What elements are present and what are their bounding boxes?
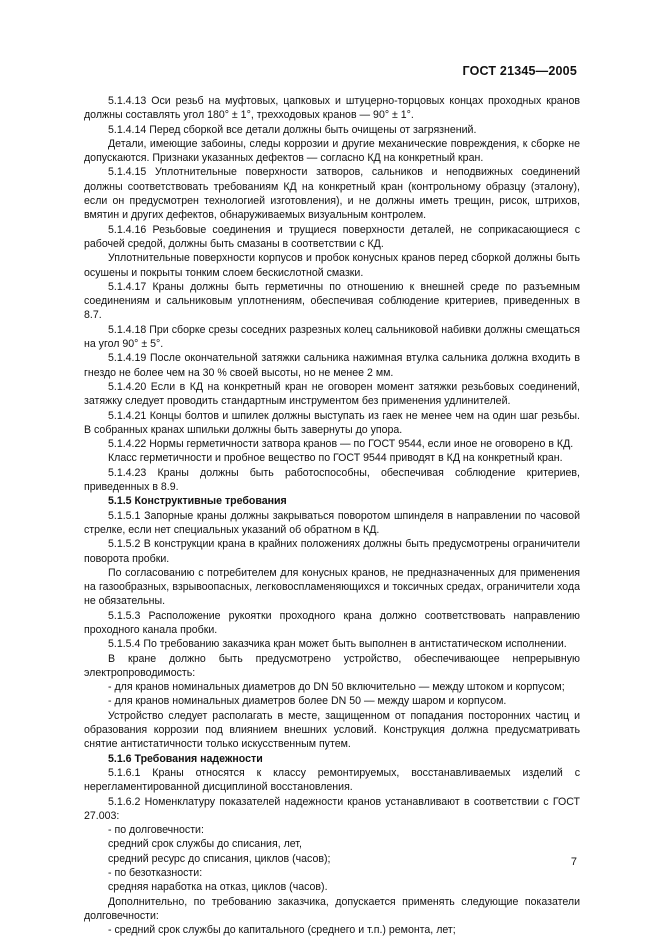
list-item: средняя наработка на отказ, циклов (часов). (108, 881, 328, 894)
paragraph: 5.1.4.18 При сборке срезы соседних разрезных колец сальниковой набивки должны смещаться на угол 90° ± 5°. (84, 323, 580, 351)
paragraph: 5.1.4.23 Краны должны быть работоспособны, обеспечивая соблюдение критериев, приведенных в 8.9. (84, 466, 580, 494)
list-item: - средний срок службы до капитального (среднего и т.п.) ремонта, лет; (108, 924, 456, 937)
paragraph: 5.1.4.22 Нормы герметичности затвора кранов — по ГОСТ 9544, если иное не оговорено в КД. (108, 438, 574, 451)
list-item: - для кранов номинальных диаметров более DN 50 — между шаром и корпусом. (108, 695, 507, 708)
list-item: - по безотказности: (108, 867, 203, 880)
paragraph: По согласованию с потребителем для конусных кранов, не предназначенных для применения на газообразных, взрывоопасных, легковоспламеняющихся и токсичных средах, ограничители хода не обязательны. (84, 566, 580, 608)
document-header: ГОСТ 21345—2005 (462, 64, 577, 78)
paragraph: 5.1.4.19 После окончательной затяжки сальника нажимная втулка сальника должна входить в гнездо не более чем на 30 % своей высоты, но не менее 2 мм. (84, 352, 580, 379)
paragraph: 5.1.6.2 Номенклатуру показателей надежности кранов устанавливают в соответствии с ГОСТ 27.003: (84, 795, 580, 822)
list-item: - по долговечности: (108, 824, 204, 837)
paragraph: Уплотнительные поверхности корпусов и пробок конусных кранов перед сборкой должны быть осушены и покрыты тонким слоем бескислотной смазки. (84, 252, 580, 279)
paragraph: 5.1.4.15 Уплотнительные поверхности затворов, сальников и неподвижных соединений должны соответствовать требованиям КД на конкретный кран (контрольному образцу (эталону), если он предусмотрен технологией изготовления), и не должны иметь трещин, рисок, штрихов, вмятин и других дефектов, обнаруживаемых визуальным контролем. (84, 166, 580, 222)
paragraph: В кране должно быть предусмотрено устройство, обеспечивающее непрерывную электропроводимость: (84, 652, 580, 679)
page-body (84, 94, 580, 938)
paragraph: 5.1.5.2 В конструкции крана в крайних положениях должны быть предусмотрены ограничители поворота пробки. (84, 538, 580, 565)
paragraph: 5.1.4.21 Концы болтов и шпилек должны выступать из гаек не менее чем на один шаг резьбы. В собранных кранах шпильки должны быть завернуты до упора. (84, 409, 580, 436)
paragraph: 5.1.4.13 Оси резьб на муфтовых, цапковых и штуцерно-торцовых концах проходных кранов должны составлять угол 180° ± 1°, трехходовых кранов — 90° ± 1°. (84, 95, 580, 122)
paragraph: Класс герметичности и пробное вещество по ГОСТ 9544 приводят в КД на конкретный кран. (108, 452, 563, 465)
paragraph: 5.1.5.3 Расположение рукоятки проходного крана должно соответствовать направлению проходного канала пробки. (84, 609, 580, 636)
paragraph: 5.1.4.17 Краны должны быть герметичны по отношению к внешней среде по разъемным соединениям и сальниковым уплотнениям, обеспечивая соблюдение критериев, приведенных в 8.7. (84, 280, 580, 322)
paragraph: 5.1.5.4 По требованию заказчика кран может быть выполнен в антистатическом исполнении. (108, 638, 567, 651)
section-heading: 5.1.5 Конструктивные требования (108, 495, 287, 508)
paragraph: Устройство следует располагать в месте, защищенном от попадания посторонних частиц и образования коррозии под влиянием внешних условий. Конструкция должна предусматривать снятие антистатичности только искусственным путем. (84, 709, 580, 751)
paragraph: 5.1.5.1 Запорные краны должны закрываться поворотом шпинделя в направлении по часовой стрелке, если нет специальных указаний об обратном в КД. (84, 509, 580, 536)
paragraph: 5.1.4.14 Перед сборкой все детали должны быть очищены от загрязнений. (108, 123, 477, 136)
paragraph: 5.1.4.16 Резьбовые соединения и трущиеся поверхности деталей, не соприкасающиеся с рабочей средой, должны быть смазаны в соответствии с КД. (84, 223, 580, 250)
page-number: 7 (570, 856, 577, 868)
list-item: средний срок службы до списания, лет, (108, 838, 302, 851)
paragraph: Дополнительно, по требованию заказчика, допускается применять следующие показатели долговечности: (84, 895, 580, 922)
list-item: - для кранов номинальных диаметров до DN 50 включительно — между штоком и корпусом; (108, 681, 565, 694)
paragraph: 5.1.4.20 Если в КД на конкретный кран не оговорен момент затяжки резьбовых соединений, затяжку следует проводить стандартным инструментом без применения удлинителей. (84, 380, 580, 408)
section-heading: 5.1.6 Требования надежности (108, 752, 263, 765)
paragraph: Детали, имеющие забоины, следы коррозии и другие механические повреждения, к сборке не допускаются. Признаки указанных дефектов — согласно КД на конкретный кран. (84, 137, 580, 165)
list-item: средний ресурс до списания, циклов (часов); (108, 852, 331, 865)
paragraph: 5.1.6.1 Краны относятся к классу ремонтируемых, восстанавливаемых изделий с нерегламентированной дисциплиной восстановления. (84, 766, 580, 794)
